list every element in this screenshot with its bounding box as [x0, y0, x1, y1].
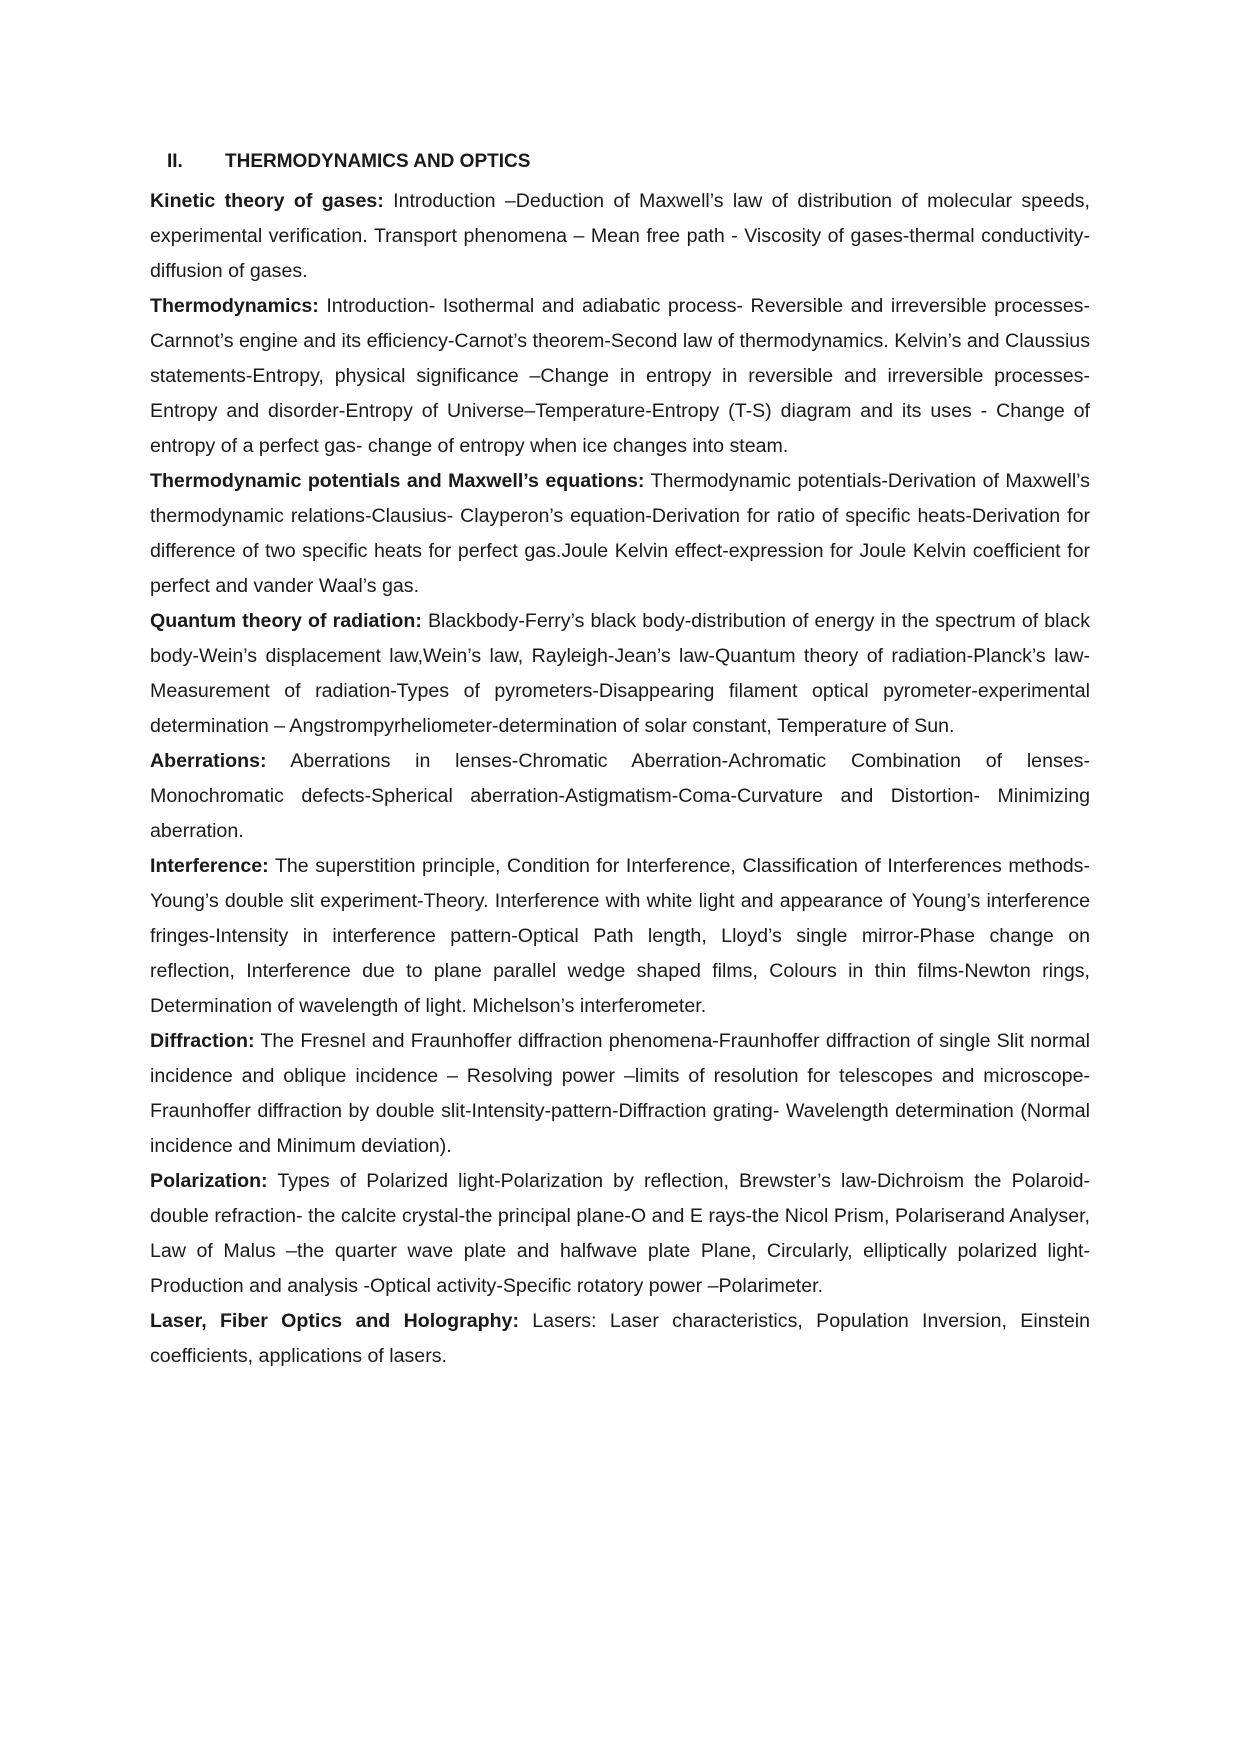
topic-title: Polarization: [150, 1170, 268, 1192]
section-heading [150, 151, 530, 173]
section-heading-title: THERMODYNAMICS AND OPTICS [225, 151, 531, 172]
topic-body: The Fresnel and Fraunhoffer diffraction phenomena-Fraunhoffer diffraction of single Slit normal incidence and oblique incidence – Resolving power –limits of resolution for telescopes and microscope- Fraunhoffer diffraction by double slit-Intensity-pattern-Diffraction grating- Wavelength determination (Normal incidence and Minimum deviation). [150, 1030, 1090, 1157]
topic-title: Thermodynamic potentials and Maxwell’s equations: [150, 470, 645, 492]
topic-polarization [150, 1164, 1090, 1304]
topic-body: Introduction –Deduction of Maxwell’s law of distribution of molecular speeds, experimental verification. Transport phenomena – Mean free path - Viscosity of gases-thermal conductivity-diffusion of gases. [150, 190, 1090, 282]
topic-body: Blackbody-Ferry’s black body-distribution of energy in the spectrum of black body-Wein’s displacement law,Wein’s law, Rayleigh-Jean’s law-Quantum theory of radiation-Planck’s law-Measurement of radiation-Types of pyrometers-Disappearing filament optical pyrometer-experimental determination – Angstrompyrheliometer-determination of solar constant, Temperature of Sun. [150, 610, 1090, 737]
section-number: II. [167, 151, 183, 172]
topic-interference [150, 849, 1090, 1024]
topic-body: Lasers: Laser characteristics, Population Inversion, Einstein coefficients, applications of lasers. [150, 1310, 1090, 1367]
topic-thermodynamic-potentials [150, 464, 1090, 604]
topic-quantum-theory [150, 604, 1090, 744]
syllabus-topics [150, 184, 1090, 1374]
topic-laser [150, 1304, 1090, 1374]
topic-body: Thermodynamic potentials-Derivation of Maxwell’s thermodynamic relations-Clausius- Clayperon’s equation-Derivation for ratio of specific heats-Derivation for difference of two specific heats for perfect gas.Joule Kelvin effect-expression for Joule Kelvin coefficient for perfect and vander Waal’s gas. [150, 470, 1090, 597]
topic-title: Thermodynamics: [150, 295, 319, 317]
topic-title: Quantum theory of radiation: [150, 610, 422, 632]
topic-title: Diffraction: [150, 1030, 255, 1052]
topic-title: Interference: [150, 855, 269, 877]
topic-kinetic-theory [150, 184, 1090, 289]
topic-body: The superstition principle, Condition for Interference, Classification of Interferences methods- Young’s double slit experiment-Theory. Interference with white light and appearance of Young’s interference fringes-Intensity in interference pattern-Optical Path length, Lloyd’s single mirror-Phase change on reflection, Interference due to plane parallel wedge shaped films, Colours in thin films-Newton rings, Determination of wavelength of light. Michelson’s interferometer. [150, 855, 1091, 1017]
topic-title: Kinetic theory of gases: [150, 190, 384, 212]
topic-diffraction [150, 1024, 1090, 1164]
topic-body: Aberrations in lenses-Chromatic Aberration-Achromatic Combination of lenses- Monochromatic defects-Spherical aberration-Astigmatism-Coma-Curvature and Distortion- Minimizing aberration. [150, 750, 1090, 842]
topic-thermodynamics [150, 289, 1090, 464]
topic-body: Types of Polarized light-Polarization by reflection, Brewster’s law-Dichroism the Polaroid- double refraction- the calcite crystal-the principal plane-O and E rays-the Nicol Prism, Polariserand Analyser, Law of Malus –the quarter wave plate and halfwave plate Plane, Circularly, elliptically polarized light-Production and analysis -Optical activity-Specific rotatory power –Polarimeter. [150, 1170, 1090, 1297]
topic-body: Introduction- Isothermal and adiabatic process- Reversible and irreversible processes- Carnnot’s engine and its efficiency-Carnot’s theorem-Second law of thermodynamics. Kelvin’s and Claussius statements-Entropy, physical significance –Change in entropy in reversible and irreversible processes-Entropy and disorder-Entropy of Universe–Temperature-Entropy (T-S) diagram and its uses - Change of entropy of a perfect gas- change of entropy when ice changes into steam. [150, 295, 1090, 457]
topic-aberrations [150, 744, 1090, 849]
topic-title: Aberrations: [150, 750, 267, 772]
topic-title: Laser, Fiber Optics and Holography: [150, 1310, 519, 1332]
